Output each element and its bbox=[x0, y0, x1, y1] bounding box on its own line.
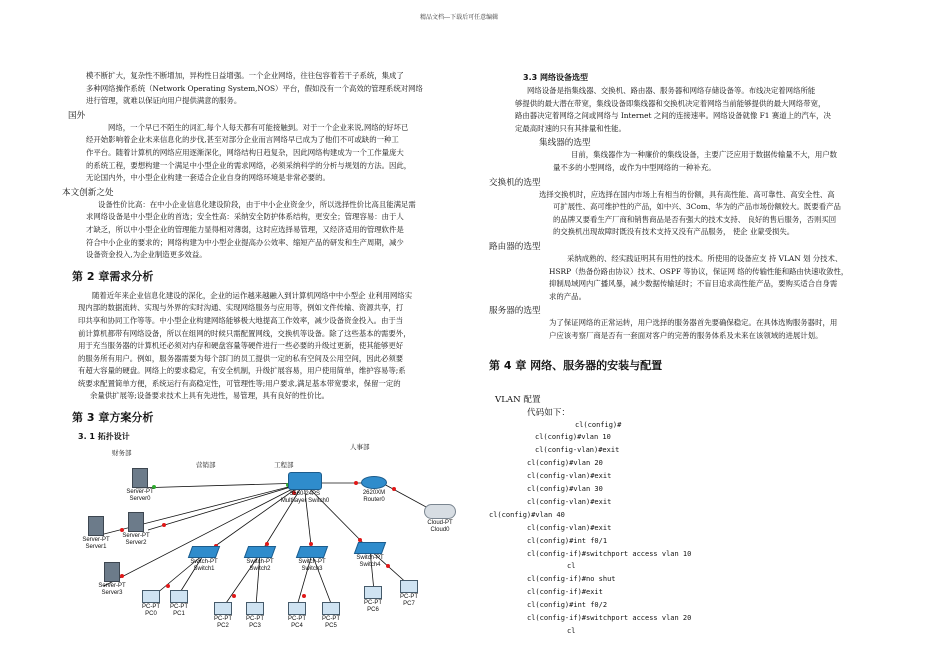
foreign-line: 经开始影响着企业未来信息化的步伐,甚至对部分企业而言网络早已成为了他们不可或缺的一种工 bbox=[86, 135, 399, 145]
code-line: cl(config-if)#switchport access vlan 20 bbox=[527, 614, 692, 623]
innovation-line: 设备资金投入,为企业制造更多效益。 bbox=[86, 250, 207, 260]
link-down-dot bbox=[302, 594, 306, 598]
pc1[interactable] bbox=[166, 590, 192, 618]
ch2-line: 统要求配置简单方便，系统运行有高稳定性，可管理性等;用户要求,满足基本带宽要求，保留一定的 bbox=[78, 378, 401, 388]
foreign-line: 作平台。随着计算机的网络应用逐渐深化，网络结构日趋复杂，因此网络构建成为一个工作量庞大 bbox=[86, 147, 404, 157]
code-line: cl(config)# bbox=[575, 420, 622, 429]
server-icon bbox=[88, 516, 104, 536]
code-line: cl(config)#vlan 30 bbox=[527, 485, 603, 494]
code-line: cl bbox=[567, 562, 576, 571]
router-line: 求的产品。 bbox=[549, 291, 586, 301]
router0-label: 2620XM Router0 bbox=[362, 490, 386, 504]
chapter2-title: 第 2 章需求分析 bbox=[72, 269, 154, 283]
server-paragraph bbox=[489, 317, 887, 342]
pc3-label: PC-PT PC3 bbox=[246, 616, 264, 630]
switch1-label: Switch-PT Switch1 bbox=[190, 559, 218, 573]
link-down-dot bbox=[166, 584, 170, 588]
switch-icon bbox=[244, 546, 276, 558]
router-heading: 路由器的选型 bbox=[489, 241, 541, 252]
hub-line: 量不多的小型网络，或作为中型网络的一种补充。 bbox=[553, 162, 716, 172]
topology-diagram bbox=[64, 446, 464, 636]
link-down-dot bbox=[392, 487, 396, 491]
intro-line: 模不断扩大，复杂性不断增加，异构性日益增强。一个企业网络，往往包容着若干子系统，集成了 bbox=[86, 71, 404, 80]
pc5[interactable] bbox=[318, 602, 344, 630]
engineering-dept-label: 工程部 bbox=[274, 462, 294, 470]
server2[interactable] bbox=[118, 512, 154, 547]
multilayer-switch0[interactable] bbox=[276, 472, 334, 505]
switch-line: 可扩展性、高可维护性的产品，如中兴、3Com、华为的产品市场份额较大。既要看产品 bbox=[553, 202, 841, 212]
code-line: cl(config-vlan)#exit bbox=[535, 446, 620, 455]
switch2[interactable] bbox=[240, 546, 280, 573]
foreign-heading: 国外 bbox=[68, 110, 86, 121]
code-line: cl(config)#int f0/1 bbox=[527, 536, 608, 545]
code-line: cl(config-vlan)#exit bbox=[527, 523, 612, 532]
switch-heading: 交换机的选型 bbox=[489, 177, 541, 188]
ch2-line: 现内部的数据流转、实现与外界的实时沟通、实现网络服务与应用等，例如文件传输、资源共享，打 bbox=[78, 303, 404, 313]
pc-icon bbox=[214, 602, 232, 615]
code-line: cl(config-if)#no shut bbox=[527, 575, 616, 584]
link-down-dot bbox=[232, 594, 236, 598]
cloud-icon bbox=[424, 504, 456, 519]
router-paragraph bbox=[489, 253, 887, 303]
server1-label: Server-PT Server1 bbox=[82, 537, 110, 551]
server2-label: Server-PT Server2 bbox=[122, 533, 150, 547]
router-icon bbox=[361, 476, 387, 489]
intro-line: 多种网络操作系统（Network Operating System,NOS）平台，假如没有一个高效的管理系统对网络 bbox=[86, 83, 423, 93]
hr-dept-label: 人事部 bbox=[350, 444, 370, 452]
code-line: cl bbox=[567, 627, 576, 635]
router-line: 采纳成熟的、经实践证明其有用性的技术。所使用的设备应支 持 VLAN 划 分技术、 bbox=[567, 253, 843, 263]
marketing-dept-label: 营销部 bbox=[196, 462, 216, 470]
intro-line: 进行管理，就难以保证向用户提供满意的服务。 bbox=[86, 96, 242, 106]
switch1[interactable] bbox=[184, 546, 224, 573]
right-column bbox=[489, 72, 887, 638]
code-line: cl(config)#int f0/2 bbox=[527, 601, 608, 610]
code-line: cl(config)#vlan 40 bbox=[489, 510, 565, 519]
innovation-line: 求网络设备是中小型企业的首选；安全性高：采纳安全防护体系结构，更安全；管理容易：由于人 bbox=[86, 212, 404, 222]
code-line: cl(config)#vlan 10 bbox=[535, 433, 611, 442]
code-line: cl(config-if)#switchport access vlan 10 bbox=[527, 549, 692, 558]
pc2-label: PC-PT PC2 bbox=[214, 616, 232, 630]
left-column bbox=[64, 70, 464, 636]
link-down-dot bbox=[162, 523, 166, 527]
cloud0[interactable] bbox=[420, 504, 460, 534]
chapter3-title: 第 3 章方案分析 bbox=[72, 411, 154, 425]
innovation-line: 才缺乏，所以中小型企业的管理能力显得相对薄弱，这时应选择易管理，又经济适用的管理软件是 bbox=[86, 224, 404, 234]
switch3-label: Switch-PT Switch3 bbox=[298, 559, 326, 573]
server-icon bbox=[132, 468, 148, 488]
code-heading: 代码如下： bbox=[527, 407, 570, 418]
multilayer-switch-label: 3560-24PS Multilayer Switch0 bbox=[280, 491, 330, 505]
pc6[interactable] bbox=[360, 586, 386, 614]
page-header: 精品文档---下载后可任意编辑 bbox=[420, 14, 499, 21]
cloud0-label: Cloud-PT Cloud0 bbox=[427, 520, 453, 534]
pc0[interactable] bbox=[138, 590, 164, 618]
foreign-line: 无论国内外，中小型企业构建一套适合企业自身的网络环境是非常必要的。 bbox=[86, 173, 330, 183]
sec33-paragraph bbox=[489, 85, 887, 135]
code-line: cl(config-vlan)#exit bbox=[527, 497, 612, 506]
pc2[interactable] bbox=[210, 602, 236, 630]
router0[interactable] bbox=[356, 476, 392, 504]
pc-icon bbox=[288, 602, 306, 615]
switch-line: 的品牌又要看生产厂商和销售商品是否有强大的技术支持、 良好的售后服务，否则买回 bbox=[553, 214, 837, 224]
foreign-paragraph bbox=[64, 122, 464, 185]
switch-line: 的交换机出现故障时既没有技术支持又没有产品服务， 使企 业蒙受损失。 bbox=[553, 227, 795, 237]
ch2-line: 前计算机都带有网络设备，所以在组网的时候只需配置网线，交换机等设备。除了这些基本的需要外， bbox=[78, 328, 411, 338]
ch2-line: 的服务所有用户。例如，服务器需要为每个部门的员工提供一定的私有空间及公用空间，因此必须要 bbox=[78, 353, 404, 363]
code-line: cl(config-vlan)#exit bbox=[527, 472, 612, 481]
server0[interactable] bbox=[122, 468, 158, 503]
pc7[interactable] bbox=[396, 580, 422, 608]
ch2-line: 印共享和协同工作等等。中小型企业构建网络能够极大地提高工作效率，减少设备资金投入。由于当 bbox=[78, 315, 404, 325]
pc0-label: PC-PT PC0 bbox=[142, 604, 160, 618]
pc-icon bbox=[170, 590, 188, 603]
finance-dept-label: 财务部 bbox=[112, 450, 132, 458]
ch2-line: 随着近年来企业信息化建设的深化，企业的运作越来越融入到计算机网络中中小型企 业利用网络实 bbox=[92, 290, 413, 300]
router-line: HSRP（热备份路由协议）技术、OSPF 等协议，保证网 络的传输性能和路由快速收敛性， bbox=[549, 266, 849, 276]
foreign-line: 网络，一个早已不陌生的词汇,每个人每天都有可能接触到。对于一个企业来说,网络的好坏已 bbox=[108, 122, 409, 132]
pc-icon bbox=[400, 580, 418, 593]
switch4-label: Switch-PT Switch4 bbox=[356, 555, 384, 569]
hub-heading: 集线器的选型 bbox=[539, 138, 591, 149]
hub-line: 目前，集线器作为一种廉价的集线设备，主要广泛应用于数据传输量不大，用户数 bbox=[571, 150, 838, 160]
innovation-line: 设备性价比高：在中小企业信息化建设阶段，由于中小企业资金少，所以选择性价比高且能满足需 bbox=[98, 199, 416, 209]
code-line: cl(config)#vlan 20 bbox=[527, 459, 603, 468]
sec33-line: 网络设备是指集线器、交换机、路由器、服务器和网络存储设备等。布线决定着网络所能 bbox=[527, 86, 816, 95]
pc4[interactable] bbox=[284, 602, 310, 630]
hub-paragraph bbox=[489, 149, 887, 174]
pc-icon bbox=[142, 590, 160, 603]
server-heading: 服务器的选型 bbox=[489, 306, 541, 317]
section31-title: 3. 1 拓扑设计 bbox=[78, 432, 130, 442]
multilayer-switch-icon bbox=[288, 472, 322, 490]
pc-icon bbox=[246, 602, 264, 615]
switch-icon bbox=[188, 546, 220, 558]
switch2-label: Switch-PT Switch2 bbox=[246, 559, 274, 573]
ch2-paragraph bbox=[64, 290, 464, 403]
switch3[interactable] bbox=[292, 546, 332, 573]
switch-paragraph bbox=[489, 189, 887, 239]
sec33-line: 定最高时速的只有其排量和性能。 bbox=[515, 123, 626, 133]
switch-icon bbox=[296, 546, 328, 558]
pc4-label: PC-PT PC4 bbox=[288, 616, 306, 630]
pc3[interactable] bbox=[242, 602, 268, 630]
pc7-label: PC-PT PC7 bbox=[400, 594, 418, 608]
pc6-label: PC-PT PC6 bbox=[364, 600, 382, 614]
server-line: 户应该考察厂商是否有一套面对客户的完善的服务体系及未来在该领域的进展计划。 bbox=[549, 330, 823, 340]
server-icon bbox=[104, 562, 120, 582]
code-line: cl(config-if)#exit bbox=[527, 588, 603, 597]
innovation-heading: 本文创新之处 bbox=[62, 187, 114, 198]
pc-icon bbox=[322, 602, 340, 615]
innovation-line: 符合中小企业的要求的；网络构建为中小型企业提高办公效率、缩短产品的研发和生产周期，减少 bbox=[86, 237, 404, 247]
sec33-line: 够提供的最大潜在带宽，集线设备即集线器和交换机决定着网络当前能够提供的最大网络带宽， bbox=[515, 98, 826, 108]
server1[interactable] bbox=[78, 516, 114, 551]
pc-icon bbox=[364, 586, 382, 599]
chapter4-title: 第 4 章 网络、服务器的安装与配置 bbox=[489, 358, 663, 372]
switch-line: 选择交换机时，应选择在国内市场上有相当的份额，具有高性能、高可靠性、高安全性、高 bbox=[539, 189, 835, 199]
pc1-label: PC-PT PC1 bbox=[170, 604, 188, 618]
server3-label: Server-PT Server3 bbox=[98, 583, 126, 597]
ch2-line: 用于充当服务器的计算机还必须对内存和硬盘容量等硬件进行一些必要的升级过更新，使其能够更好 bbox=[78, 341, 404, 351]
sec33-line: 路由器决定着网络之间或网络与 Internet 之间的连接速率。网络设备就像 F1 赛道上的汽车，决 bbox=[515, 111, 831, 121]
switch-icon bbox=[354, 542, 386, 554]
server3[interactable] bbox=[94, 562, 130, 597]
server0-label: Server-PT Server0 bbox=[126, 489, 154, 503]
ch2-line: 有超大容量的硬盘。网络上的要求稳定，有安全机制，升级扩展容易，用户使用简单，维护容易等;系 bbox=[78, 366, 406, 376]
innovation-paragraph bbox=[64, 199, 464, 262]
intro-paragraph bbox=[64, 70, 464, 108]
ch2-line: 余量供扩展等;设备要求技术上具有先进性，易管理，具有良好的性价比。 bbox=[90, 391, 329, 401]
server-line: 为了保证网络的正常运转，用户选择的服务器首先要确保稳定。在具体选购服务器时，用 bbox=[549, 318, 838, 328]
vlan-heading: VLAN 配置 bbox=[495, 394, 541, 405]
section33-title: 3.3 网络设备选型 bbox=[523, 73, 588, 82]
router-line: 抑制局域网内广播风暴，减少数据传输延时；不盲目追求高性能产品，要购买适合自身需 bbox=[549, 279, 838, 289]
foreign-line: 的系统工程，要想构建一个满足中小型企业的需求网络，必须采纳科学的分析与规划的方法。因此， bbox=[86, 160, 412, 170]
switch4[interactable] bbox=[350, 542, 390, 569]
pc5-label: PC-PT PC5 bbox=[322, 616, 340, 630]
code-block bbox=[489, 419, 887, 638]
server-icon bbox=[128, 512, 144, 532]
